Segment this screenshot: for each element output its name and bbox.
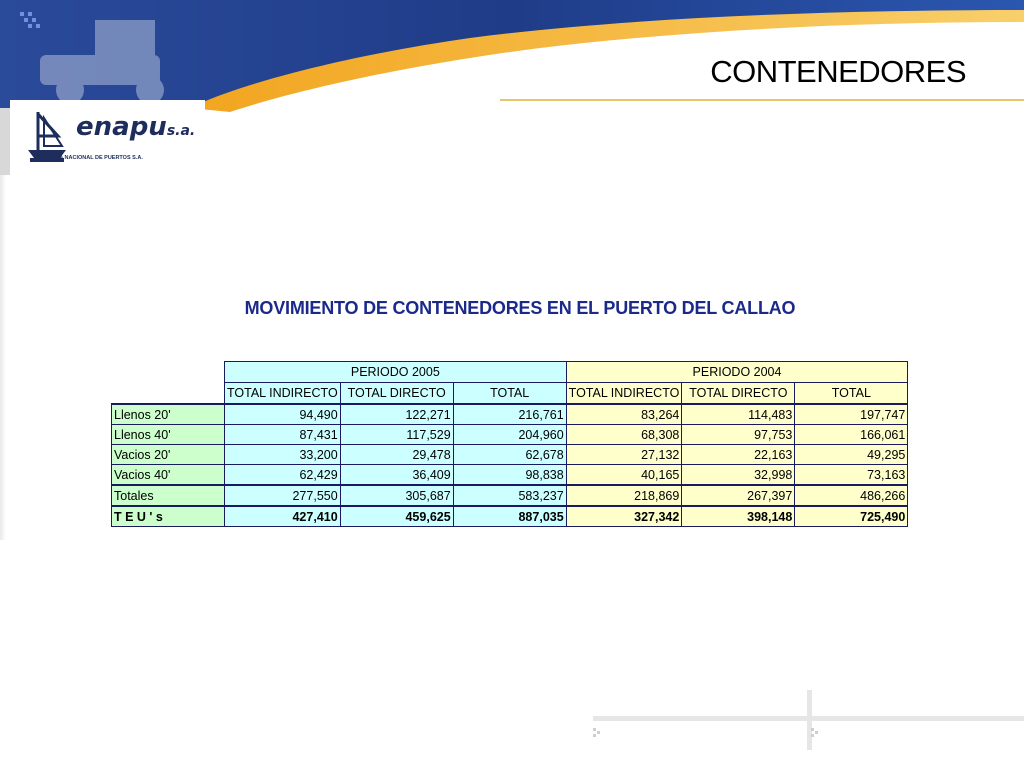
table-cell: 887,035 — [453, 506, 566, 527]
table-row — [112, 404, 908, 425]
col-header: TOTAL DIRECTO — [340, 383, 453, 405]
blank-cell — [112, 383, 225, 405]
table-cell: 33,200 — [225, 445, 341, 465]
col-header: TOTAL — [453, 383, 566, 405]
table-cell: 68,308 — [566, 425, 682, 445]
table-cell: 216,761 — [453, 404, 566, 425]
period-2004-header: PERIODO 2004 — [566, 362, 908, 383]
table-cell: 486,266 — [795, 485, 908, 506]
table-cell: 267,397 — [682, 485, 795, 506]
col-header: TOTAL — [795, 383, 908, 405]
containers-table — [111, 361, 908, 527]
table-cell: 62,678 — [453, 445, 566, 465]
table-cell: 97,753 — [682, 425, 795, 445]
table-cell: 98,838 — [453, 465, 566, 486]
table-cell: 459,625 — [340, 506, 453, 527]
table-cell: 277,550 — [225, 485, 341, 506]
col-header: TOTAL DIRECTO — [682, 383, 795, 405]
logo-wordmark: enapus.a. — [76, 112, 196, 142]
table-cell: 83,264 — [566, 404, 682, 425]
table-cell: 117,529 — [340, 425, 453, 445]
row-label: Vacios 40' — [112, 465, 225, 486]
table-cell: 62,429 — [225, 465, 341, 486]
table-cell: 218,869 — [566, 485, 682, 506]
table-cell: 197,747 — [795, 404, 908, 425]
logo-subtitle: EMPRESA NACIONAL DE PUERTOS S.A. — [36, 155, 143, 161]
totals-row — [112, 485, 908, 506]
column-header-row — [112, 383, 908, 405]
table-cell: 725,490 — [795, 506, 908, 527]
period-2005-header: PERIODO 2005 — [225, 362, 567, 383]
table-cell: 166,061 — [795, 425, 908, 445]
enapu-logo — [10, 100, 205, 170]
table-row — [112, 425, 908, 445]
table-cell: 398,148 — [682, 506, 795, 527]
table-cell: 27,132 — [566, 445, 682, 465]
table-cell: 305,687 — [340, 485, 453, 506]
row-label: Llenos 20' — [112, 404, 225, 425]
col-header: TOTAL INDIRECTO — [225, 383, 341, 405]
col-header: TOTAL INDIRECTO — [566, 383, 682, 405]
teus-row — [112, 506, 908, 527]
table-cell: 36,409 — [340, 465, 453, 486]
table-cell: 122,271 — [340, 404, 453, 425]
table-cell: 94,490 — [225, 404, 341, 425]
table-cell: 327,342 — [566, 506, 682, 527]
table-cell: 427,410 — [225, 506, 341, 527]
footer-decoration — [585, 690, 1024, 750]
row-label: Vacios 20' — [112, 445, 225, 465]
row-label: Llenos 40' — [112, 425, 225, 445]
row-label: T E U ' s — [112, 506, 225, 527]
table-cell: 22,163 — [682, 445, 795, 465]
table-cell: 114,483 — [682, 404, 795, 425]
table-row — [112, 445, 908, 465]
table-cell: 40,165 — [566, 465, 682, 486]
title-underline — [500, 99, 1024, 101]
table-row — [112, 465, 908, 486]
table-cell: 583,237 — [453, 485, 566, 506]
table-cell: 32,998 — [682, 465, 795, 486]
slide-title: CONTENEDORES — [710, 54, 966, 89]
row-label: Totales — [112, 485, 225, 506]
table-cell: 204,960 — [453, 425, 566, 445]
table-heading: MOVIMIENTO DE CONTENEDORES EN EL PUERTO DEL CALLAO — [244, 298, 796, 318]
table-cell: 29,478 — [340, 445, 453, 465]
blank-cell — [112, 362, 225, 383]
table-cell: 49,295 — [795, 445, 908, 465]
table-cell: 87,431 — [225, 425, 341, 445]
table-cell: 73,163 — [795, 465, 908, 486]
left-edge-shade — [0, 175, 6, 540]
period-header-row — [112, 362, 908, 383]
